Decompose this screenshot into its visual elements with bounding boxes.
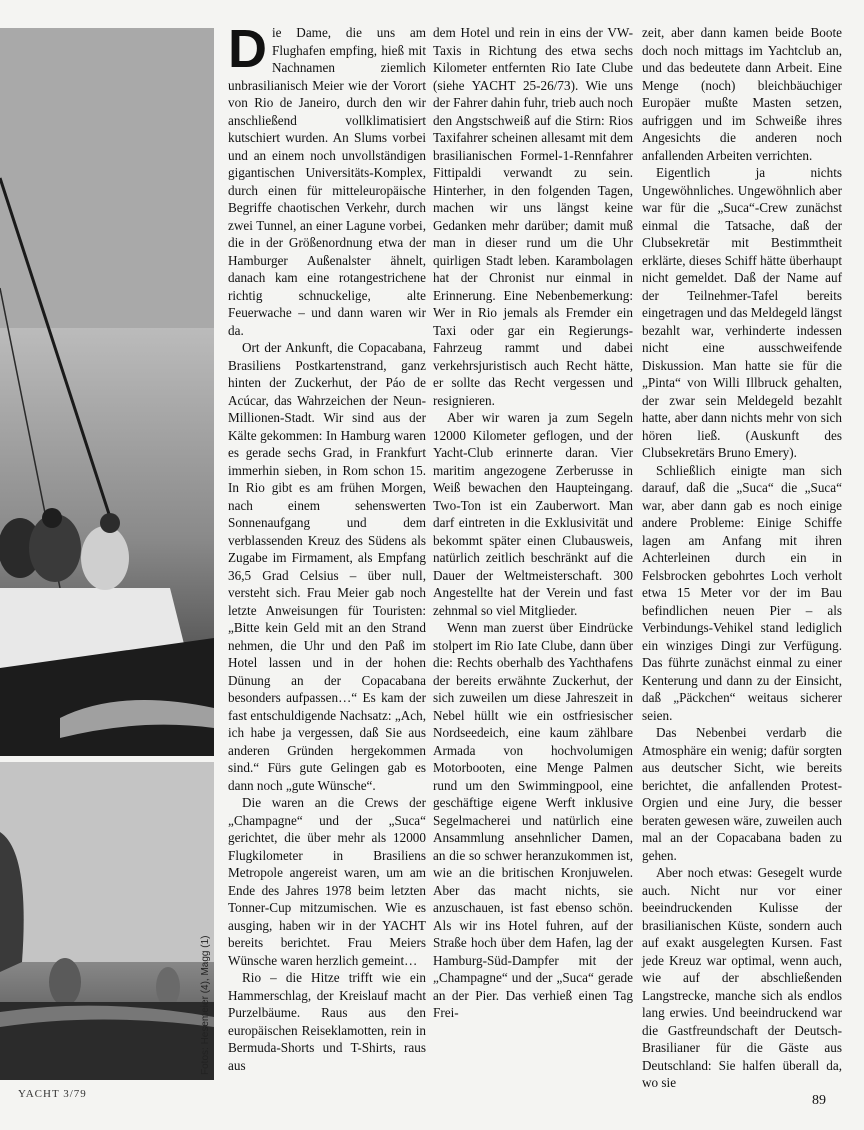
paragraph: zeit, aber dann kamen beide Boote doch noch mittags im Yachtclub an, und das bedeutete dann Arbeit. Eine Menge (noch) bleichbäuchiger Europäer mußte Masten setzen, aufriggen und im Schweiße ihres Angesichts die anderen noch anfallenden Arbeiten verrichten. [642,25,842,163]
paragraph: Aber noch etwas: Gesegelt wurde auch. Nicht nur vor einer beeindruckenden Kulisse der brasilianischen Küste, sondern auch auf exakt ausgelegten Kursen. Fast jede Kreuz war optimal, wenn auch, wie auf der abschließenden Langstrecke, manche sich als endlos lang erwies. Und beeindruckend war die Gastfreundschaft der Deutsch-Brasilianer für die Gäste aus Deutschland: Sie halfen überall da, wo sie [642,865,842,1090]
paragraph: Schließlich einigte man sich darauf, daß die „Suca“ die „Suca“ war, aber dann gab es noch einige andere Probleme: Einige Schiffe lagen am Anfang mit ihren Achterleinen durch ein in Felsbrocken gebohrtes Loch verholt etwa 15 Meter vor der im Bau befindlichen neuen Pier – als Verbindungs-Vehikel stand lediglich ein winziges Dingi zur Verfügung. Das führte zunächst einmal zu einer Kenterung und dann zu der Einsicht, daß „Päckchen“ weitaus sicherer seien. [642,462,842,723]
sailing-crew-photo [0,28,214,756]
page-number: 89 [812,1093,826,1108]
paragraph: dem Hotel und rein in eins der VW-Taxis in Richtung des etwa sechs Kilometer entfernten Rio Iate Clube (siehe YACHT 25-26/73). Wie uns der Fahrer dahin fuhr, trieb auch noch den Angstschweiß auf die Stirn: Rios Taxifahrer scheinen allesamt mit dem brasilianischen Formel-1-Rennfahrer Fittipaldi verwandt zu sein. Hinterher, in den folgenden Tagen, machen wir uns längst keine Gedanken mehr darüber; damit muß man in dieser rund um die Uhr quirligen Stadt leben. Karambolagen hat der Chronist nur einmal in Erinnerung. Eine Nebenbemerkung: Wer in Rio jemals als Fremder ein Taxi oder gar ein Regierungs-Fahrzeug rammt und dabei verkehrsjuristisch auch Recht hätte, er sollte das Recht vergessen und resignieren. [433,25,633,408]
paragraph: Ort der Ankunft, die Copacabana, Brasiliens Postkartenstrand, ganz hinten der Zuckerhut, der Páo de Acúcar, das Wahrzeichen der Neun-Millionen-Stadt. Wir sind aus der Kälte gekommen: In Hamburg waren es gerade sechs Grad, in Frankfurt immerhin sieben, in Rom schon 15. In Rio gibt es am frühen Morgen, nach einem sehenswerten Sonnenaufgang und dem verblassenden Kreuz des Südens als Zugabe im Firmament, als Empfang 36,5 Grad Celsius – über null, versteht sich. Frau Meier gab noch letzte Anweisungen für Touristen: „Bitte kein Geld mit an den Strand nehmen, die Uhr und den Paß im Hotel lassen und in der hohen Dünung an der Copacabana besonders aufpassen…“ Es kam der fast entschuldigende Nachsatz: „Ach, ich habe ja vergessen, daß Sie aus anderen Gründen hergekommen sind.“ Fürs gute Gelingen gab es dann noch „gute Wünsche“. [228,340,426,793]
article-column-3 [642,24,842,1092]
paragraph: Rio – die Hitze trifft wie ein Hammerschlag, der Kreislauf macht Purzelbäume. Raus aus den europäischen Reiseklamotten, rein in Bermuda-Shorts und T-Shirts, raus aus [228,970,426,1073]
paragraph [228,19,426,339]
paragraph: Wenn man zuerst über Eindrücke stolpert im Rio Iate Clube, dann über die: Rechts oberhalb des Yachthafens der bereits erwähnte Zuckerhut, der sich zuweilen um diese Jahreszeit in Nebel hüllt wie ein ostfriesischer Nordseedeich, eine kaum zählbare Armada von hochvolumigen Motorbooten, eine Menge Palmen rund um den Swimmingpool, eine geschäftige eigene Werft inklusive Segelmacherei und natürlich eine Ansammlung ansehnlicher Damen, an die so schwer heranzukommen ist, wie an die britischen Kronjuwelen. Aber das macht nichts, sie anzuschauen, ist fast ebenso schön. Als wir ins Hotel fuhren, auf der Straße hoch über dem Hafen, lag der Hamburg-Süd-Dampfer mit der „Champagne“ und der „Suca“ gerade an der Pier. Das verhieß einen Tag Frei- [433,620,633,1020]
paragraph: Eigentlich ja nichts Ungewöhnliches. Ungewöhnlich aber war für die „Suca“-Crew zunächst einmal die Tatsache, daß der Clubsekretär mit Bestimmtheit erklärte, dieses Schiff hätte überhaupt nicht gemeldet. Daß der Name auf der Teilnehmer-Tafel bereits eingetragen und das Meldegeld längst bezahlt war, verhinderte indessen nicht eine ausschweifende Diskussion. Man hatte sie für die „Pinta“ von Willi Illbruck gehalten, der zwar sein Meldegeld bezahlt hatte, aber dann nichts mehr von sich hören ließ. (Auskunft des Clubsekretärs Bruno Emery). [642,165,842,460]
article-column-2 [433,24,633,1022]
article-column-1 [228,19,426,1074]
paragraph: Die waren an die Crews der „Champagne“ und der „Suca“ gerichtet, die über mehr als 12000 Flugkilometer in Brasiliens Metropole angereist waren, um am Ende des Jahres 1978 beim letzten Tonner-Cup mitzumischen. Wie es ausging, haben wir in der YACHT bereits berichtet. Frau Meiers Wünsche waren herzlich gemeint… [228,795,426,968]
magazine-issue: YACHT 3/79 [18,1088,87,1100]
dropcap: D [228,19,267,79]
paragraph: Das Nebenbei verdarb die Atmosphäre ein wenig; dafür sorgten aus deutscher Sicht, wie bereits berichtet, die anfallenden Protest-Orgien und eine Jury, die besser beraten gewesen wäre, zuweilen auch mal an der Copacabana baden zu gehen. [642,725,842,863]
paragraph: Aber wir waren ja zum Segeln 12000 Kilometer geflogen, und der Yacht-Club erinnerte daran. Vier maritim angezogene Zerberusse in Weiß bewachen den Haupteingang. Two-Ton ist ein Zauberwort. Man darf eintreten in die Exklusivität und bekommt später einen Clubausweis, natürlich zeitlich beschränkt auf die Dauer der Weltmeisterschaft. 300 Angestellte hat der Verein und fast zehnmal so viel Mitglieder. [433,410,633,618]
photo-credit: Fotos: Hesemeier (4), Magg (1) [200,935,211,1075]
paragraph-text: ie Dame, die uns am Flughafen empfing, hieß mit Nachnamen ziemlich unbrasilianisch Meier wie der Vorort von Rio de Janeiro, durch den wir anschließend vollklimatisiert kutschiert wurden. An Slums vorbei und an einem noch unvollständigen gigantischen Universitäts-Komplex, durch einen für mitteleuropäische Begriffe chaotischen Verkehr, durch zwei Tunnel, an einer Lagune vorbei, die in der Größenordnung etwa der Hamburger Außenalster ähnelt, danach kam eine rotangestrichene richtig schnuckelige, alte Feuerwache – und dann waren wir da. [228,25,426,338]
regatta-spinnaker-photo [0,762,214,1080]
